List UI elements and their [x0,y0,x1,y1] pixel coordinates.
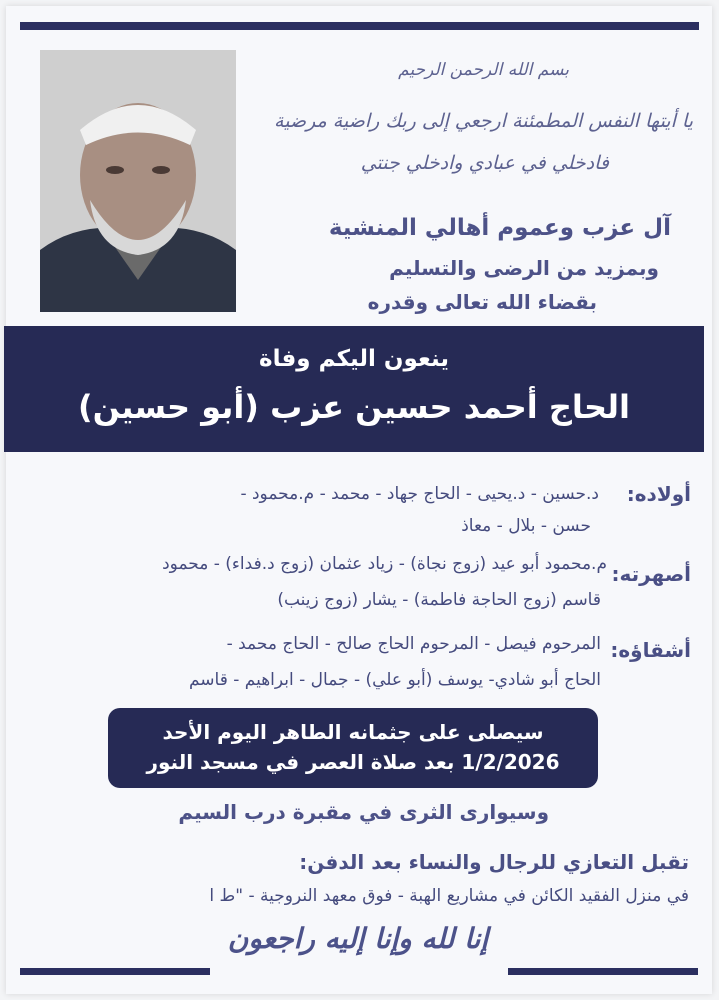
top-rule [20,22,699,30]
family-line2: وبمزيد من الرضى والتسليم [389,256,659,280]
condolences-title: تقبل التعازي للرجال والنساء بعد الدفن: [299,850,689,874]
sons-line1: د.حسين - د.يحيى - الحاج جهاد - محمد - م.محمود - [240,484,599,504]
inlaws-line1: م.محمود أبو عيد (زوج نجاة) - زياد عثمان (زوج د.فداء) - محمود [162,554,607,574]
deceased-photo [40,50,236,312]
brothers-line1: المرحوم فيصل - المرحوم الحاج صالح - الحاج محمد - [226,634,601,654]
burial-text: وسيوارى الثرى في مقبرة درب السيم [178,800,549,824]
sons-line2: حسن - بلال - معاذ [461,516,591,536]
prayer-line2: 1/2/2026 بعد صلاة العصر في مسجد النور [146,750,560,774]
quran-verse-line2: فادخلي في عبادي وادخلي جنتي [360,152,609,174]
deceased-name: الحاج أحمد حسين عزب (أبو حسين) [78,388,630,426]
basmala-text: بسم الله الرحمن الرحيم [398,60,569,80]
bottom-rule-left [20,968,210,975]
family-line3: بقضاء الله تعالى وقدره [367,290,597,314]
brothers-line2: الحاج أبو شادي- يوسف (أبو علي) - جمال - ابراهيم - قاسم [188,670,601,690]
sons-label: أولاده: [626,482,691,506]
brothers-label: أشقاؤه: [610,638,691,662]
closing-calligraphy: إنا لله وإنا إليه راجعون [218,922,498,980]
inlaws-line2: قاسم (زوج الحاجة فاطمة) - يشار (زوج زينب) [277,590,601,610]
family-line1: آل عزب وعموم أهالي المنشية [328,215,671,241]
condolences-location: في منزل الفقيد الكائن في مشاريع الهبة - فوق معهد النروجية - "ط ا [209,886,689,906]
bottom-rule-right [508,968,698,975]
quran-verse-line1: يا أيتها النفس المطمئنة ارجعي إلى ربك راضية مرضية [274,110,693,132]
prayer-line1: سيصلى على جثمانه الطاهر اليوم الأحد [162,720,544,744]
inlaws-label: أصهرته: [611,562,691,586]
prayer-box [108,708,598,788]
announcement-intro: ينعون اليكم وفاة [259,346,449,372]
announcement-banner [4,326,704,452]
